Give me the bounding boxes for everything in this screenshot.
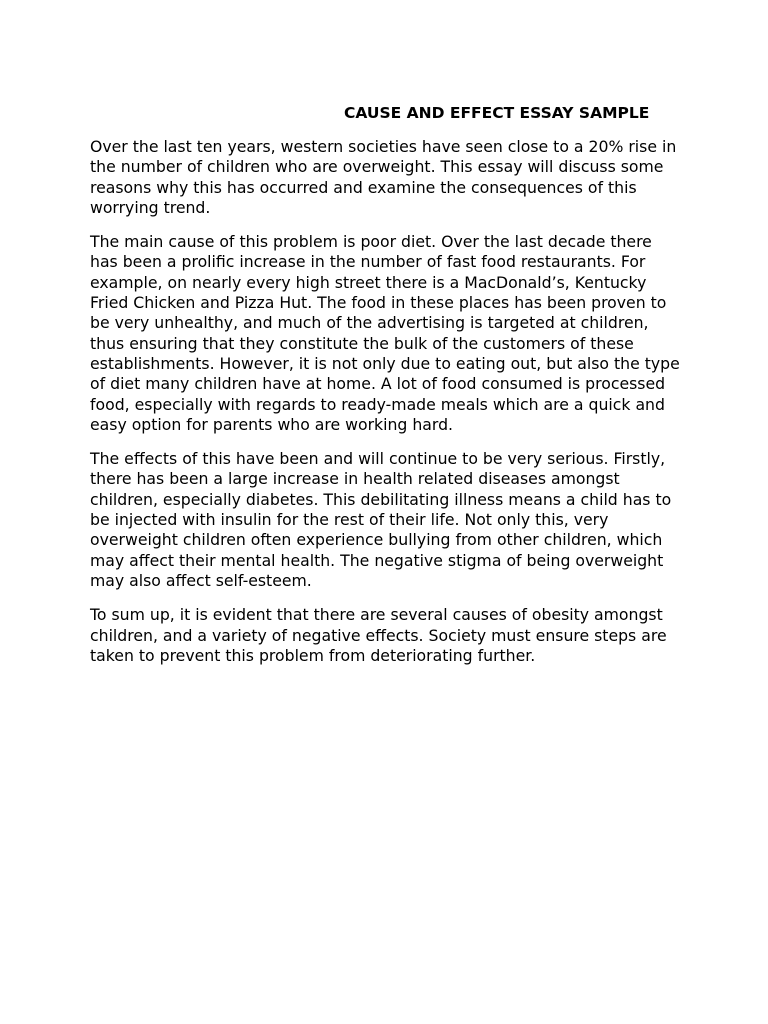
paragraph-intro: Over the last ten years, western societies have seen close to a 20% rise in the number of children who are overweight. This essay will discuss some reasons why this has occurred and examine the consequences of this worrying trend. (90, 137, 677, 217)
paragraph-causes: The main cause of this problem is poor diet. Over the last decade there has been a prolific increase in the number of fast food restaurants. For example, on nearly every high street there is a MacDonald’s, Kentucky Fried Chicken and Pizza Hut. The food in these places has been proven to be very unhealthy, and much of the advertising is targeted at children, thus ensuring that they constitute the bulk of the customers of these establishments. However, it is not only due to eating out, but also the type of diet many children have at home. A lot of food consumed is processed food, especially with regards to ready-made meals which are a quick and easy option for parents who are working hard. (90, 232, 680, 434)
paragraph-effects: The effects of this have been and will continue to be very serious. Firstly, there has been a large increase in health related diseases amongst children, especially diabetes. This debilitating illness means a child has to be injected with insulin for the rest of their life. Not only this, very overweight children often experience bullying from other children, which may affect their mental health. The negative stigma of being overweight may also affect self-esteem. (90, 449, 672, 590)
document-body (90, 103, 680, 680)
paragraph-conclusion: To sum up, it is evident that there are several causes of obesity amongst children, and a variety of negative effects. Society must ensure steps are taken to prevent this problem from deteriorating further. (90, 605, 667, 665)
document-title: CAUSE AND EFFECT ESSAY SAMPLE (344, 104, 650, 122)
